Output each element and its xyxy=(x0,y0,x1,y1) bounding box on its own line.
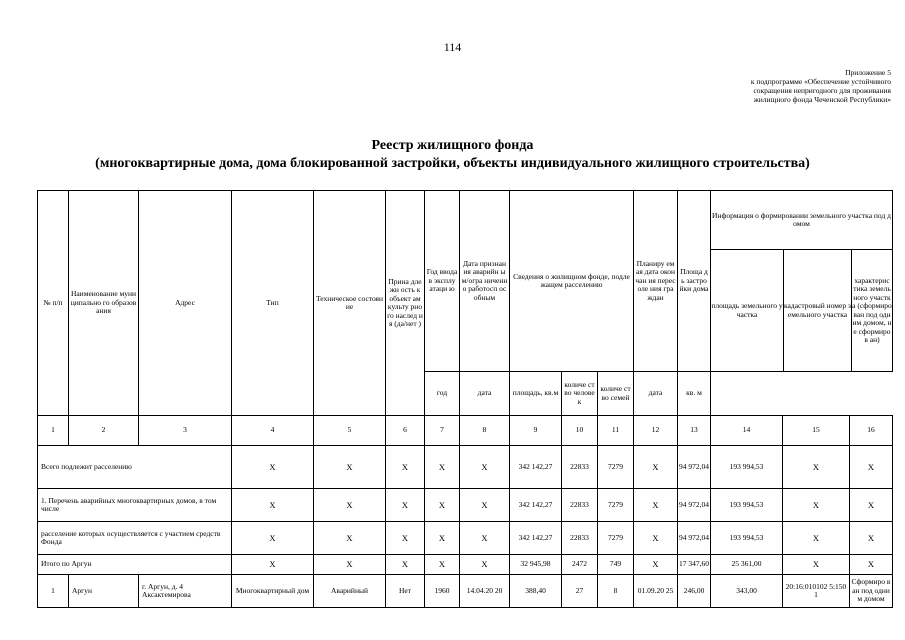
table-cell: X xyxy=(460,522,510,555)
appendix-note xyxy=(691,68,891,104)
table-row xyxy=(38,555,893,575)
table-cell: X xyxy=(850,555,893,575)
table-cell: X xyxy=(634,522,678,555)
table-cell: 7279 xyxy=(598,489,634,522)
table-cell: 32 945,98 xyxy=(510,555,562,575)
table-cell: X xyxy=(460,489,510,522)
header-cell: Тип xyxy=(232,191,314,416)
row-label: Итого по Аргун xyxy=(38,555,232,575)
table-cell: 246,00 xyxy=(678,575,711,608)
table-cell: 8 xyxy=(598,575,634,608)
table-cell: X xyxy=(425,446,460,489)
table-cell: 193 994,53 xyxy=(711,522,783,555)
table-cell: X xyxy=(425,555,460,575)
table-row xyxy=(38,522,893,555)
table-cell: 22833 xyxy=(562,446,598,489)
table-cell: X xyxy=(232,522,314,555)
table-cell: X xyxy=(460,446,510,489)
column-number: 1 xyxy=(38,416,69,446)
table-cell: г. Аргун, д. 4 Аксактемирова xyxy=(139,575,232,608)
column-number: 3 xyxy=(139,416,232,446)
subheader-cell: год xyxy=(425,372,460,416)
column-number-row xyxy=(38,416,893,446)
table-cell: 27 xyxy=(562,575,598,608)
table-cell: Сформиро ван под одним домом xyxy=(850,575,893,608)
table-cell: X xyxy=(634,555,678,575)
column-number: 10 xyxy=(562,416,598,446)
subheader-cell: количе ство семей xyxy=(598,372,634,416)
column-number: 7 xyxy=(425,416,460,446)
table-cell: X xyxy=(425,489,460,522)
column-number: 15 xyxy=(783,416,850,446)
table-cell: X xyxy=(232,446,314,489)
table-cell: X xyxy=(386,489,425,522)
column-number: 5 xyxy=(314,416,386,446)
table-cell: 01.09.20 25 xyxy=(634,575,678,608)
header-cell: № п/п xyxy=(38,191,69,416)
subheader-cell: количе ство челове к xyxy=(562,372,598,416)
page-number: 114 xyxy=(443,40,462,54)
header-cell: Год ввода в эксплу атаци ю xyxy=(425,191,460,372)
table-cell: 22833 xyxy=(562,489,598,522)
table-cell: Нет xyxy=(386,575,425,608)
header-cell: Прина длежн ость к объект ам культу рного наслед ия (да/нет ) xyxy=(386,191,425,416)
header-cell: Планиру емая дата окончан ия пересоле ния граждан xyxy=(634,191,678,372)
header-cell: Адрес xyxy=(139,191,232,416)
table-cell: X xyxy=(314,522,386,555)
column-number: 9 xyxy=(510,416,562,446)
column-number: 14 xyxy=(711,416,783,446)
column-number: 2 xyxy=(69,416,139,446)
table-cell: X xyxy=(783,555,850,575)
title-line-1: Реестр жилищного фонда xyxy=(371,138,534,153)
header-cell: Информация о формировании земельного участка под домом xyxy=(711,191,892,250)
document-title xyxy=(0,137,905,173)
table-cell: Аргун xyxy=(69,575,139,608)
table-cell: X xyxy=(783,446,850,489)
table-cell: X xyxy=(232,555,314,575)
appendix-line: жилищного фонда Чеченской Республики» xyxy=(753,95,891,104)
table-cell: 22833 xyxy=(562,522,598,555)
table-cell: X xyxy=(386,522,425,555)
table-cell: X xyxy=(386,446,425,489)
table-row xyxy=(38,446,893,489)
table-cell: X xyxy=(232,489,314,522)
header-cell: площадь земельного участка xyxy=(711,250,784,371)
column-number: 16 xyxy=(850,416,893,446)
table-cell: 342 142,27 xyxy=(510,446,562,489)
table-cell: 94 972,04 xyxy=(678,522,711,555)
appendix-line: сокращения непригодного для проживания xyxy=(753,86,891,95)
table-cell: X xyxy=(850,522,893,555)
header-group-land xyxy=(711,191,893,372)
table-cell: 20:16:010102 5:1501 xyxy=(783,575,850,608)
table-cell: 342 142,27 xyxy=(510,489,562,522)
table-cell: 1 xyxy=(38,575,69,608)
table-row xyxy=(38,489,893,522)
table-cell: 343,00 xyxy=(711,575,783,608)
table-cell: 17 347,60 xyxy=(678,555,711,575)
table-cell: X xyxy=(783,522,850,555)
table-cell: X xyxy=(850,446,893,489)
table-cell: X xyxy=(634,489,678,522)
table-cell: 2472 xyxy=(562,555,598,575)
table-cell: X xyxy=(850,489,893,522)
table-cell: 7279 xyxy=(598,446,634,489)
subheader-cell: дата xyxy=(460,372,510,416)
column-number: 4 xyxy=(232,416,314,446)
table-cell: Аварийный xyxy=(314,575,386,608)
table-cell: X xyxy=(783,489,850,522)
appendix-line: к подпрограмме «Обеспечение устойчивого xyxy=(750,77,891,86)
table-cell: 1960 xyxy=(425,575,460,608)
header-cell: Техническое состояние xyxy=(314,191,386,416)
table-cell: 193 994,53 xyxy=(711,446,783,489)
subheader-cell: площадь, кв.м xyxy=(510,372,562,416)
table-cell: 14.04.20 20 xyxy=(460,575,510,608)
table-cell: 25 361,00 xyxy=(711,555,783,575)
table-cell: X xyxy=(314,489,386,522)
table-cell: X xyxy=(460,555,510,575)
table-cell: 388,40 xyxy=(510,575,562,608)
header-cell: Наименование муниципально го образования xyxy=(69,191,139,416)
table-cell: 749 xyxy=(598,555,634,575)
title-line-2: (многоквартирные дома, дома блокированной застройки, объекты индивидуального жилищного строительства) xyxy=(95,156,810,171)
appendix-line: Приложение 5 xyxy=(845,68,891,77)
column-number: 8 xyxy=(460,416,510,446)
header-cell: Площа дь застро йки дома xyxy=(678,191,711,372)
table-cell: X xyxy=(314,446,386,489)
table-cell: X xyxy=(425,522,460,555)
column-number: 11 xyxy=(598,416,634,446)
table-cell: X xyxy=(314,555,386,575)
column-number: 12 xyxy=(634,416,678,446)
table-row xyxy=(38,575,893,608)
subheader-cell: кв. м xyxy=(678,372,711,416)
row-label: расселение которых осуществляется с участием средств Фонда xyxy=(38,522,232,555)
subheader-cell: дата xyxy=(634,372,678,416)
table-cell: X xyxy=(386,555,425,575)
column-number: 13 xyxy=(678,416,711,446)
header-row xyxy=(38,191,893,372)
table-cell: 94 972,04 xyxy=(678,489,711,522)
table-cell: X xyxy=(634,446,678,489)
header-cell: кадастровый номер земельного участка xyxy=(784,250,852,371)
table-cell: 342 142,27 xyxy=(510,522,562,555)
table-cell: 94 972,04 xyxy=(678,446,711,489)
table-cell: Многоквартирный дом xyxy=(232,575,314,608)
row-label: 1. Перечень аварийных многоквартирных домов, в том числе xyxy=(38,489,232,522)
header-cell: Дата признан ия аварийн ым/огра ниченно работосп особным xyxy=(460,191,510,372)
column-number: 6 xyxy=(386,416,425,446)
row-label: Всего подлежит расселению xyxy=(38,446,232,489)
housing-registry-table xyxy=(37,190,893,608)
table-cell: 193 994,53 xyxy=(711,489,783,522)
table-cell: 7279 xyxy=(598,522,634,555)
header-cell: характерис тика земельного участка (сформиро ван под одним домом, не сформиров ан) xyxy=(852,275,892,344)
header-cell: Сведения о жилищном фонде, подлежащем расселению xyxy=(510,191,634,372)
